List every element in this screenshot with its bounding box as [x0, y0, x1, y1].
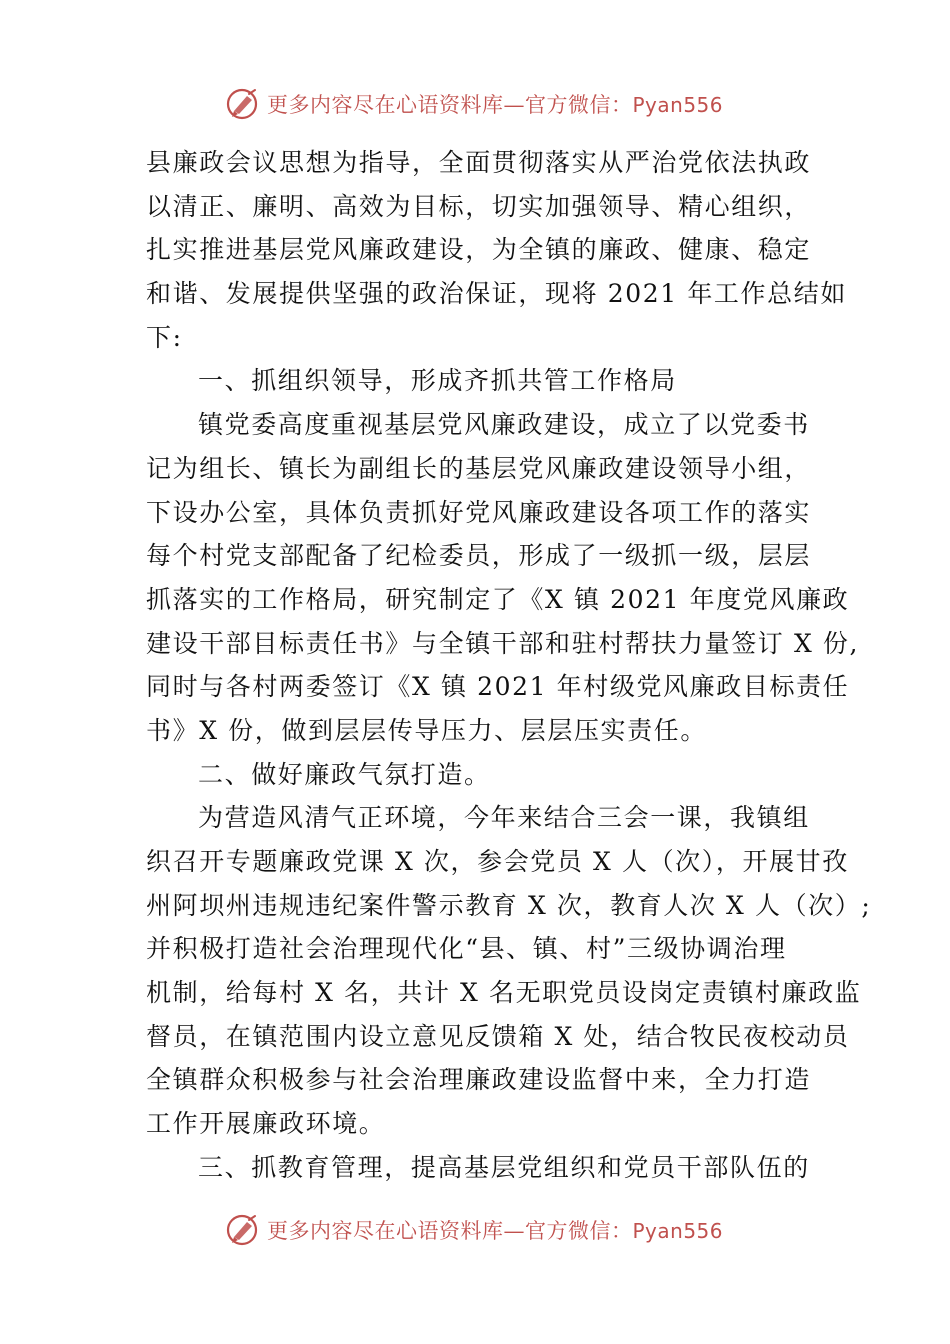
text-line: 一、抓组织领导，形成齐抓共管工作格局	[198, 366, 677, 396]
text-line: 二、做好廉政气氛打造。	[198, 759, 491, 789]
text-line: 机制，给每村 X 名，共计 X 名无职党员设岗定责镇村廉政监	[146, 978, 862, 1008]
text-line: 工作开展廉政环境。	[146, 1109, 386, 1139]
text-line: 为营造风清气正环境，今年来结合三会一课，我镇组	[198, 803, 810, 833]
text-line: 并积极打造社会治理现代化“县、镇、村”三级协调治理	[146, 934, 787, 964]
header-banner	[225, 86, 745, 122]
pen-nib-logo-icon	[225, 86, 261, 122]
text-line: 织召开专题廉政党课 X 次，参会党员 X 人（次），开展甘孜	[146, 847, 849, 876]
text-line: 扎实推进基层党风廉政建设，为全镇的廉政、健康、稳定	[146, 235, 812, 265]
text-line: 县廉政会议思想为指导，全面贯彻落实从严治党依法执政	[146, 148, 812, 177]
footer-banner	[225, 1212, 745, 1248]
text-line: 下:	[146, 322, 183, 352]
document-body	[146, 141, 872, 1190]
text-line: 和谐、发展提供坚强的政治保证，现将 2021 年工作总结如	[146, 279, 847, 309]
text-line: 三、抓教育管理，提高基层党组织和党员干部队伍的	[198, 1152, 810, 1182]
text-line: 州阿坝州违规违纪案件警示教育 X 次，教育人次 X 人（次）;	[146, 890, 872, 920]
banner-text	[267, 89, 723, 119]
text-line: 建设干部目标责任书》与全镇干部和驻村帮扶力量签订 X 份,	[146, 628, 860, 658]
text-line: 每个村党支部配备了纪检委员，形成了一级抓一级，层层	[146, 541, 812, 571]
text-line: 全镇群众积极参与社会治理廉政建设监督中来，全力打造	[146, 1065, 812, 1095]
wechat-id: Pyan556	[632, 1219, 724, 1243]
text-line: 下设办公室，具体负责抓好党风廉政建设各项工作的落实	[146, 497, 812, 527]
banner-caption: 更多内容尽在心语资料库—官方微信：	[267, 1219, 633, 1243]
text-line: 督员，在镇范围内设立意见反馈箱 X 处，结合牧民夜校动员	[146, 1021, 850, 1051]
text-line: 以清正、廉明、高效为目标，切实加强领导、精心组织，	[146, 191, 812, 221]
banner-caption: 更多内容尽在心语资料库—官方微信：	[267, 93, 633, 117]
banner-text	[267, 1215, 723, 1245]
text-line: 记为组长、镇长为副组长的基层党风廉政建设领导小组，	[146, 453, 812, 483]
pen-nib-logo-icon	[225, 1212, 261, 1248]
text-line: 抓落实的工作格局，研究制定了《X 镇 2021 年度党风廉政	[146, 584, 850, 614]
text-line: 镇党委高度重视基层党风廉政建设，成立了以党委书	[198, 410, 810, 440]
text-line: 书》X 份，做到层层传导压力、层层压实责任。	[146, 715, 707, 745]
text-line: 同时与各村两委签订《X 镇 2021 年村级党风廉政目标责任	[146, 672, 850, 702]
wechat-id: Pyan556	[632, 93, 724, 117]
